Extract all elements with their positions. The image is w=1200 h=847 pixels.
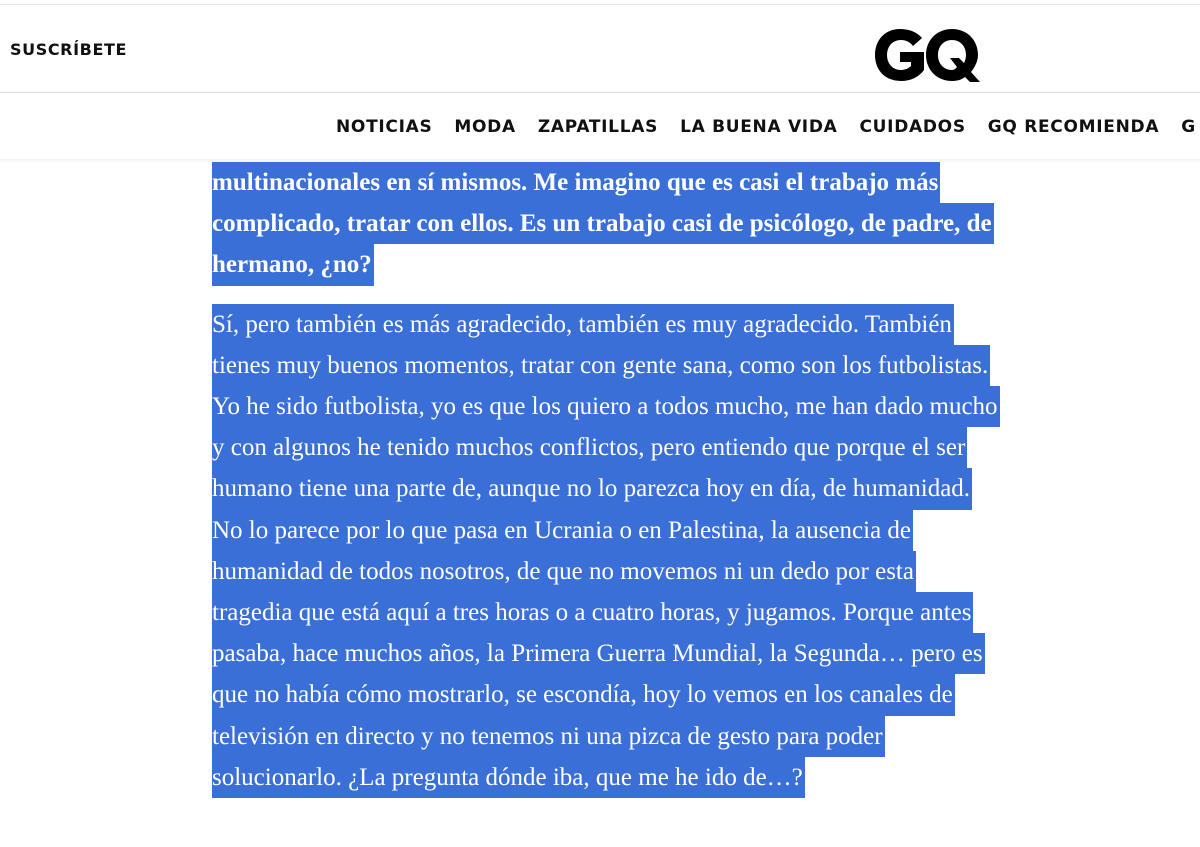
text-line-row [212, 244, 1072, 285]
text-line-row [212, 716, 1072, 757]
selected-text-line: humano tiene una parte de, aunque no lo parezca hoy en día, de humanidad. [212, 468, 972, 509]
interview-question [212, 162, 1072, 286]
text-line-row [212, 304, 1072, 345]
interview-answer [212, 304, 1072, 798]
main-navigation [0, 93, 1200, 159]
selected-text-line: que no había cómo mostrarlo, se escondía, hoy lo vemos en los canales de [212, 674, 955, 715]
subscribe-link[interactable]: SUSCRÍBETE [10, 40, 128, 59]
text-line-row [212, 551, 1072, 592]
nav-item-la-buena-vida[interactable]: LA BUENA VIDA [680, 117, 838, 137]
text-line-row [212, 345, 1072, 386]
text-line-row [212, 427, 1072, 468]
text-line-row [212, 468, 1072, 509]
article-body [212, 162, 1072, 798]
selected-text-line: y con algunos he tenido muchos conflictos, pero entiendo que porque el ser [212, 427, 967, 468]
nav-item-zapatillas[interactable]: ZAPATILLAS [537, 117, 659, 137]
selected-text-line: humanidad de todos nosotros, de que no movemos ni un dedo por esta [212, 551, 916, 592]
text-line-row [212, 510, 1072, 551]
selected-text-line: tienes muy buenos momentos, tratar con gente sana, como son los futbolistas. [212, 345, 990, 386]
selected-text-line: Sí, pero también es más agradecido, también es muy agradecido. También [212, 304, 954, 345]
text-line-row [212, 757, 1072, 798]
selected-text-line: pasaba, hace muchos años, la Primera Guerra Mundial, la Segunda… pero es [212, 633, 985, 674]
nav-list [336, 117, 1196, 137]
nav-item-moda[interactable]: MODA [454, 117, 516, 137]
text-line-row [212, 674, 1072, 715]
text-line-row [212, 633, 1072, 674]
selected-text-line: hermano, ¿no? [212, 244, 374, 285]
nav-item-cuidados[interactable]: CUIDADOS [859, 117, 966, 137]
selected-text-line: Yo he sido futbolista, yo es que los quiero a todos mucho, me han dado mucho [212, 386, 1000, 427]
text-line-row [212, 386, 1072, 427]
nav-item-gq-recomienda[interactable]: GQ RECOMIENDA [987, 117, 1160, 137]
nav-item-noticias[interactable]: NOTICIAS [336, 117, 433, 137]
nav-item-g[interactable]: G [1181, 117, 1196, 137]
text-line-row [212, 162, 1072, 203]
paragraph-gap [212, 286, 1072, 304]
selected-text-line: televisión en directo y no tenemos ni una pizca de gesto para poder [212, 716, 885, 757]
text-line-row [212, 592, 1072, 633]
text-line-row [212, 203, 1072, 244]
selected-text-line: solucionarlo. ¿La pregunta dónde iba, que me he ido de…? [212, 757, 805, 798]
selected-text-line: tragedia que está aquí a tres horas o a cuatro horas, y jugamos. Porque antes [212, 592, 973, 633]
selected-text-line: complicado, tratar con ellos. Es un trabajo casi de psicólogo, de padre, de [212, 203, 994, 244]
selected-text-line: No lo parece por lo que pasa en Ucrania o en Palestina, la ausencia de [212, 510, 913, 551]
gq-logo[interactable] [873, 25, 981, 85]
selected-text-line: multinacionales en sí mismos. Me imagino que es casi el trabajo más [212, 162, 940, 203]
site-header [0, 5, 1200, 92]
